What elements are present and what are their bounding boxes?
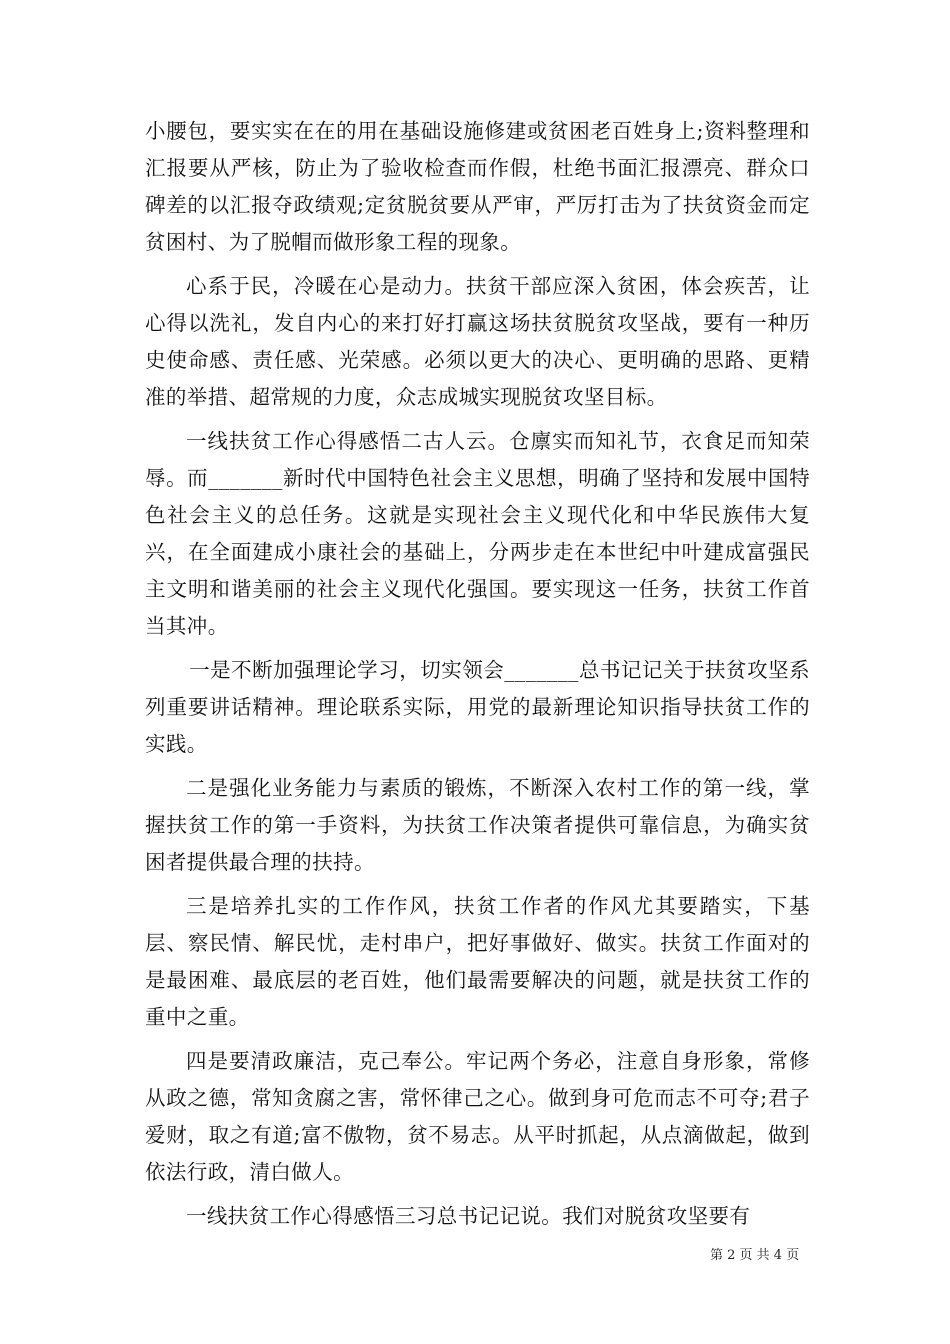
page-number-footer: 第 2 页 共 4 页 (710, 1248, 800, 1263)
paragraph-point-four: 四是要清政廉洁，克己奉公。牢记两个务必，注意自身形象，常修从政之德，常知贪腐之害，常怀律己之心。做到身可危而志不可夺;君子爱财，取之有道;富不傲物，贫不易志。从平时抓起，从点滴做起，做到依法行政，清白做人。 (145, 1049, 810, 1184)
paragraph-heart-for-people: 心系于民，冷暖在心是动力。扶贫干部应深入贫困，体会疾苦，让心得以洗礼，发自内心的来打好打赢这场扶贫脱贫攻坚战，要有一种历史使命感、责任感、光荣感。必须以更大的决心、更明确的思路、更精准的举措、超常规的力度，众志成城实现脱贫攻坚目标。 (145, 274, 810, 409)
document-body (145, 113, 810, 1235)
paragraph-continuation: 小腰包，要实实在在的用在基础设施修建或贫困老百姓身上;资料整理和汇报要从严核，防止为了验收检查而作假，杜绝书面汇报漂亮、群众口碑差的以汇报夺政绩观;定贫脱贫要从严审，严厉打击为了扶贫资金而定贫困村、为了脱帽而做形象工程的现象。 (145, 119, 810, 254)
paragraph-reflection-three: 一线扶贫工作心得感悟三习总书记记说。我们对脱贫攻坚要有 (186, 1204, 751, 1228)
paragraph-point-three: 三是培养扎实的工作作风，扶贫工作者的作风尤其要踏实，下基层、察民情、解民忧，走村串户，把好事做好、做实。扶贫工作面对的是最困难、最底层的老百姓，他们最需要解决的问题，就是扶贫工作的重中之重。 (145, 894, 810, 1029)
paragraph-reflection-two: 一线扶贫工作心得感悟二古人云。仓廪实而知礼节，衣食足而知荣辱。而_______新时代中国特色社会主义思想，明确了坚持和发展中国特色社会主义的总任务。这就是实现社会主义现代化和中华民族伟大复兴，在全面建成小康社会的基础上，分两步走在本世纪中叶建成富强民主文明和谐美丽的社会主义现代化强国。要实现这一任务，扶贫工作首当其冲。 (145, 429, 810, 638)
paragraph-point-one: 一是不断加强理论学习，切实领会_______总书记记关于扶贫攻坚系列重要讲话精神。理论联系实际，用党的最新理论知识指导扶贫工作的实践。 (145, 658, 810, 756)
paragraph-point-two: 二是强化业务能力与素质的锻炼，不断深入农村工作的第一线，掌握扶贫工作的第一手资料，为扶贫工作决策者提供可靠信息，为确实贫困者提供最合理的扶持。 (145, 776, 810, 874)
